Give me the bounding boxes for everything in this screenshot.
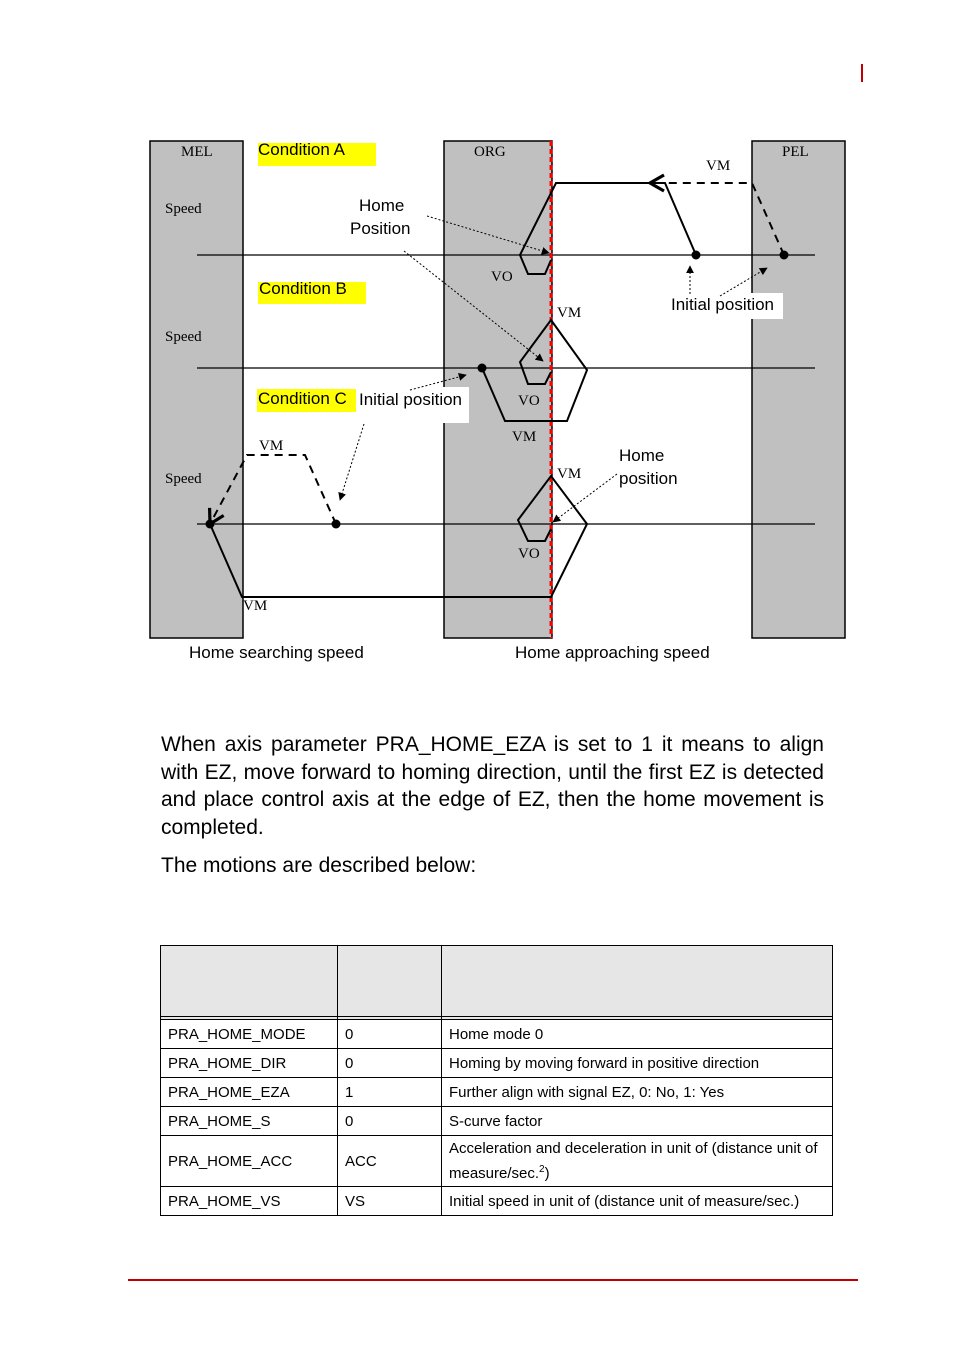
caption-home-searching-speed: Home searching speed [189, 643, 364, 662]
condition-b-label: Condition B [259, 279, 347, 298]
caption-home-approaching-speed: Home approaching speed [515, 643, 710, 662]
home-position-label-1b: Position [350, 219, 411, 238]
param-name: PRA_HOME_ACC [161, 1136, 338, 1187]
superscript-exponent: 2 [539, 1164, 545, 1175]
speed-label-b: Speed [165, 329, 202, 345]
vm-label-c-right: VM [557, 466, 582, 482]
org-label: ORG [474, 144, 506, 160]
condition-c-label: Condition C [258, 389, 347, 408]
speed-label-a: Speed [165, 201, 202, 217]
param-value: 1 [338, 1078, 442, 1107]
param-name: PRA_HOME_VS [161, 1187, 338, 1216]
param-description: Homing by moving forward in positive direction [442, 1049, 833, 1078]
home-position-label-1: Home [359, 196, 405, 215]
param-value: VS [338, 1187, 442, 1216]
table-row [161, 1020, 833, 1049]
initial-position-label-1: Initial position [671, 295, 775, 314]
param-value: 0 [338, 1049, 442, 1078]
table-header-row [161, 946, 833, 1017]
param-value: ACC [338, 1136, 442, 1187]
initial-point-b [478, 364, 487, 373]
param-description-text: Acceleration and deceleration in unit of (distance unit of measure/sec. [449, 1140, 818, 1182]
mel-label: MEL [181, 144, 213, 160]
vm-label-b-bottom: VM [512, 429, 537, 445]
table-row [161, 1187, 833, 1216]
param-value: 0 [338, 1107, 442, 1136]
param-name: PRA_HOME_S [161, 1107, 338, 1136]
param-description: S-curve factor [442, 1107, 833, 1136]
footer-rule [128, 1279, 858, 1281]
param-name: PRA_HOME_DIR [161, 1049, 338, 1078]
body-paragraph-ez-alignment: When axis parameter PRA_HOME_EZA is set to 1 it means to align with EZ, move forward to homing direction, until the first EZ is detected and place control axis at the edge of EZ, then the home movement is completed. [161, 733, 824, 839]
search-reverse-point-c [206, 520, 215, 529]
param-description: Home mode 0 [442, 1020, 833, 1049]
param-name: PRA_HOME_EZA [161, 1078, 338, 1107]
param-description: Initial speed in unit of (distance unit of measure/sec.) [442, 1187, 833, 1216]
initial-point-c [332, 520, 341, 529]
speed-label-c: Speed [165, 471, 202, 487]
param-description-end: ) [544, 1165, 550, 1182]
vo-label-a: VO [491, 269, 513, 285]
param-name: PRA_HOME_MODE [161, 1020, 338, 1049]
vo-label-b: VO [518, 393, 540, 409]
table-header-cell [161, 946, 338, 1017]
body-paragraph-motions: The motions are described below: [161, 854, 477, 877]
vm-label-b-top: VM [557, 305, 582, 321]
table-header-cell [338, 946, 442, 1017]
vo-label-c: VO [518, 546, 540, 562]
vm-label-a: VM [706, 158, 731, 174]
initial-point-a2 [780, 251, 789, 260]
table-row [161, 1049, 833, 1078]
param-description [442, 1136, 833, 1187]
param-value: 0 [338, 1020, 442, 1049]
table-row [161, 1136, 833, 1187]
table-row [161, 1078, 833, 1107]
table-header-cell [442, 946, 833, 1017]
condition-a-label: Condition A [258, 140, 345, 159]
home-position-label-2: Home [619, 446, 665, 465]
home-position-label-2b: position [619, 469, 678, 488]
initial-position-label-2: Initial position [359, 390, 463, 409]
table-row [161, 1107, 833, 1136]
initial-point-a1 [692, 251, 701, 260]
parameter-table [160, 945, 833, 1216]
initial-pointer-c [340, 424, 364, 500]
vm-label-c-bottom: VM [243, 598, 268, 614]
pel-label: PEL [782, 144, 809, 160]
param-description: Further align with signal EZ, 0: No, 1: Yes [442, 1078, 833, 1107]
vm-label-c-left: VM [259, 438, 284, 454]
